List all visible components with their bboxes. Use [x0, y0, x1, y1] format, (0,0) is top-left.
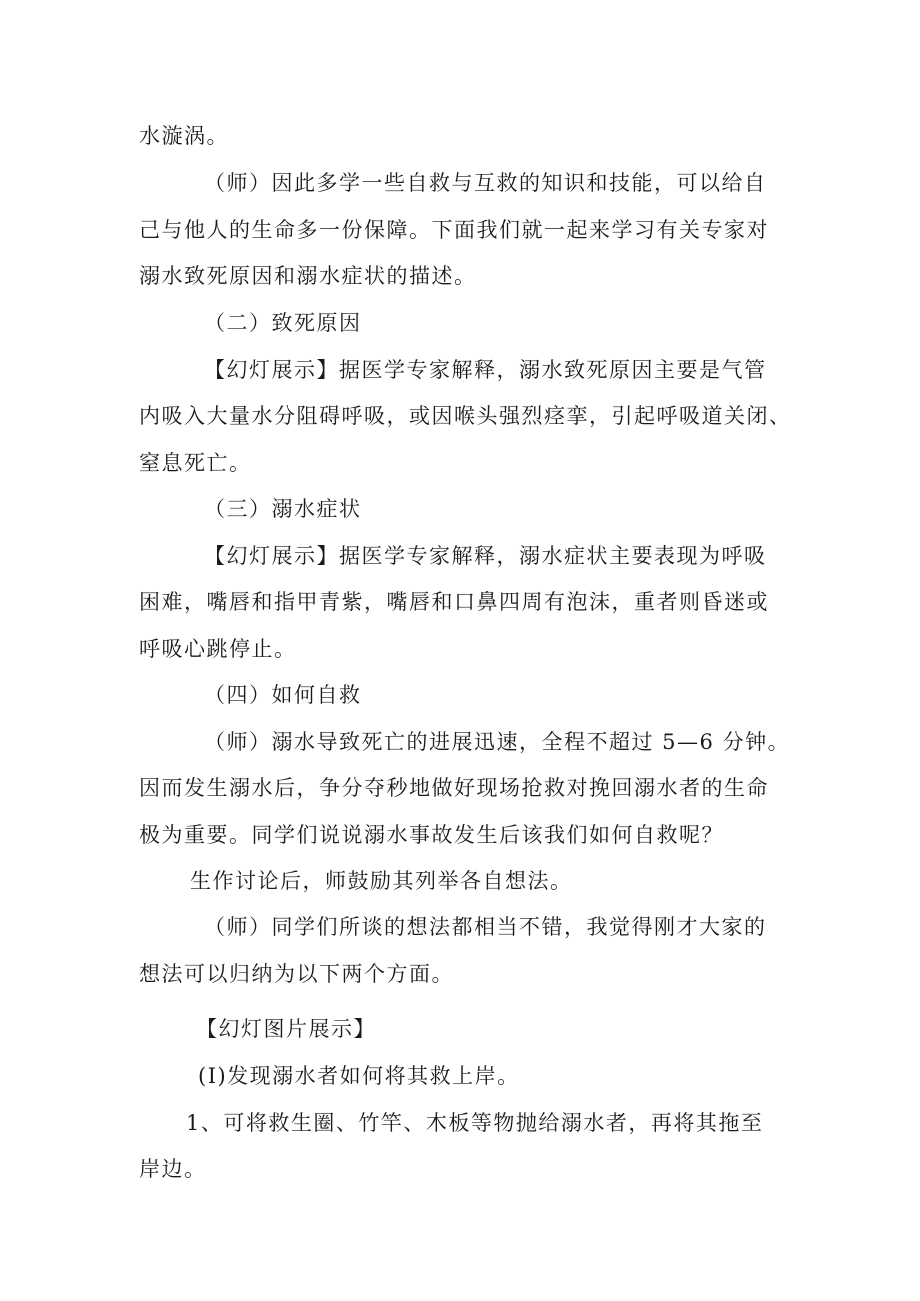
section-heading-4: （四）如何自救 [204, 683, 362, 707]
text-line-4: 溺水致死原因和溺水症状的描述。 [139, 264, 477, 288]
text-line-15: 因而发生溺水后，争分夺秒地做好现场抢救对挽回溺水者的生命 [139, 776, 769, 800]
list-item-1-continued: 岸边。 [139, 1157, 207, 1181]
text-line-10: 【幻灯展示】据医学专家解释，溺水症状主要表现为呼吸 [204, 544, 767, 568]
text-line-14: （师）溺水导致死亡的进展迅速，全程不超过 5—6 分钟。 [204, 730, 791, 754]
text-line-17: 生作讨论后，师鼓励其列举各自想法。 [190, 869, 573, 893]
text-line-12: 呼吸心跳停止。 [139, 637, 297, 661]
text-line-7: 内吸入大量水分阻碍呼吸，或因喉头强烈痉挛，引起呼吸道关闭、 [139, 404, 792, 428]
text-line-3: 己与他人的生命多一份保障。下面我们就一起来学习有关专家对 [139, 218, 769, 242]
slide-caption: 【幻灯图片展示】 [196, 1017, 376, 1041]
text-line-1: 水漩涡。 [139, 124, 229, 148]
text-line-8: 窒息死亡。 [139, 451, 252, 475]
text-line-2: （师）因此多学一些自救与互救的知识和技能，可以给自 [204, 171, 767, 195]
section-heading-3: （三）溺水症状 [204, 497, 362, 521]
numbered-heading: (I)发现溺水者如何将其救上岸。 [198, 1064, 520, 1088]
text-line-16: 极为重要。同学们说说溺水事故发生后该我们如何自救呢？ [139, 823, 724, 847]
text-line-18: （师）同学们所谈的想法都相当不错，我觉得刚才大家的 [204, 915, 767, 939]
text-line-6: 【幻灯展示】据医学专家解释，溺水致死原因主要是气管 [204, 358, 767, 382]
list-item-1: 1、可将救生圈、竹竿、木板等物抛给溺水者，再将其拖至 [186, 1111, 764, 1135]
text-line-11: 困难，嘴唇和指甲青紫，嘴唇和口鼻四周有泡沫，重者则昏迷或 [139, 590, 769, 614]
text-line-19: 想法可以归纳为以下两个方面。 [139, 962, 454, 986]
section-heading-2: （二）致死原因 [204, 311, 362, 335]
